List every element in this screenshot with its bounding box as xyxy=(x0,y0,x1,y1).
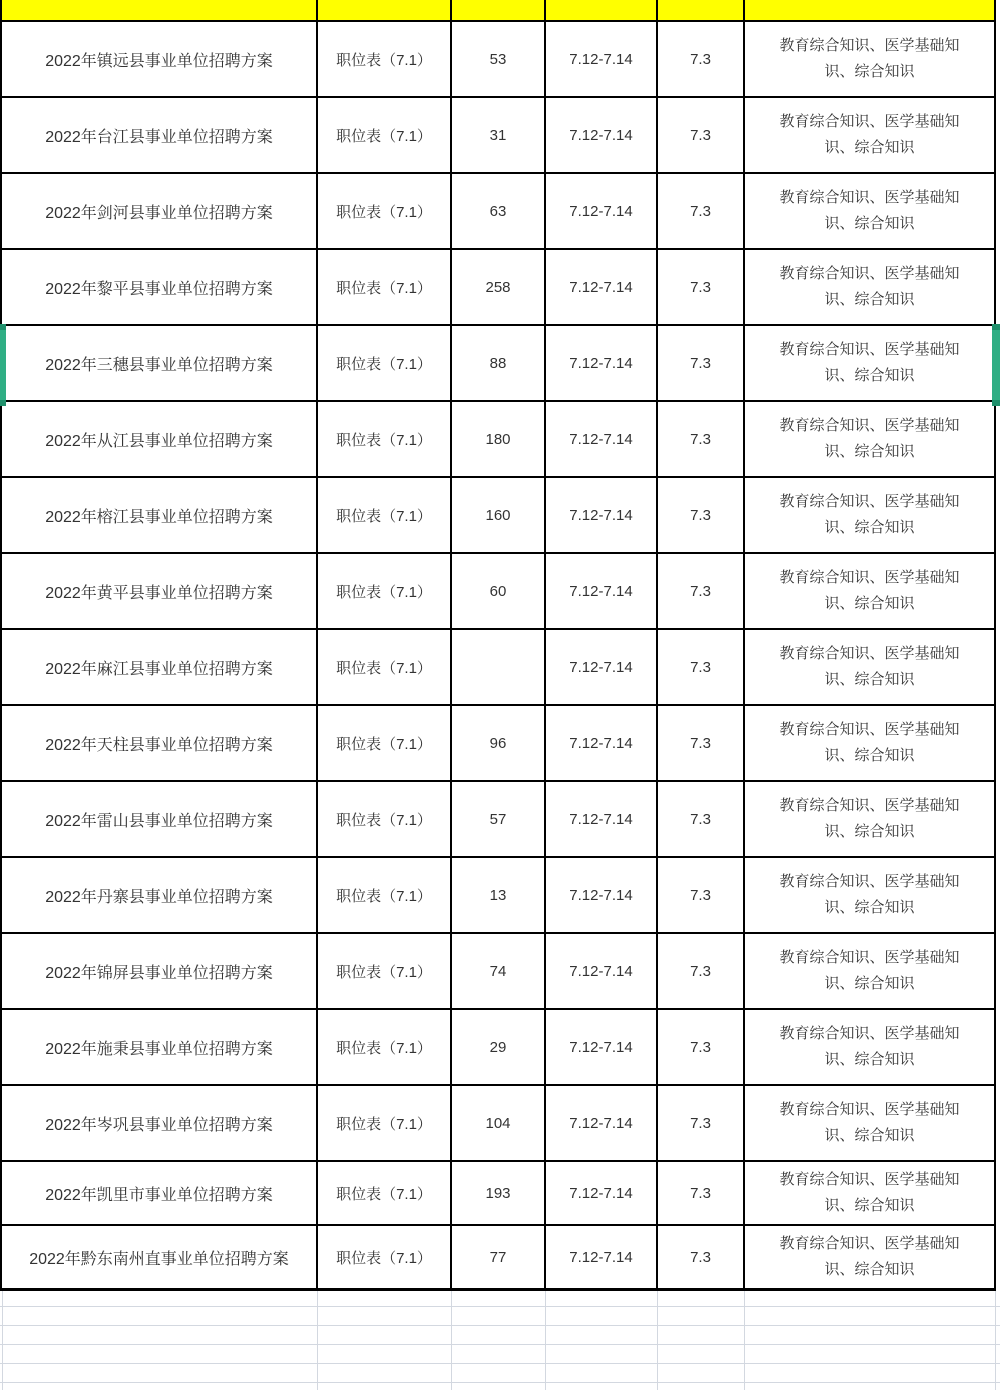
cell-position-table[interactable]: 职位表（7.1） xyxy=(318,402,452,476)
header-cell-date-range[interactable] xyxy=(546,0,658,20)
cell-date-range[interactable]: 7.12-7.14 xyxy=(546,174,658,248)
cell-date-range[interactable]: 7.12-7.14 xyxy=(546,478,658,552)
cell-date[interactable]: 7.3 xyxy=(658,1226,745,1288)
cell-count[interactable]: 29 xyxy=(452,1010,546,1084)
cell-subjects[interactable] xyxy=(745,858,996,932)
cell-position-table[interactable]: 职位表（7.1） xyxy=(318,1162,452,1224)
cell-plan-name[interactable]: 2022年榕江县事业单位招聘方案 xyxy=(2,478,318,552)
cell-count[interactable]: 77 xyxy=(452,1226,546,1288)
cell-subjects-text: 教育综合知识、医学基础知识、综合知识 xyxy=(779,873,960,916)
table-row xyxy=(2,1086,996,1162)
cell-position-table[interactable]: 职位表（7.1） xyxy=(318,1226,452,1288)
cell-plan-name[interactable]: 2022年岑巩县事业单位招聘方案 xyxy=(2,1086,318,1160)
cell-subjects-text: 教育综合知识、医学基础知识、综合知识 xyxy=(779,341,960,384)
cell-count[interactable]: 63 xyxy=(452,174,546,248)
table-row xyxy=(2,706,996,782)
cell-position-table[interactable]: 职位表（7.1） xyxy=(318,250,452,324)
table-row xyxy=(2,402,996,478)
cell-date-range[interactable]: 7.12-7.14 xyxy=(546,1010,658,1084)
cell-subjects[interactable] xyxy=(745,934,996,1008)
cell-date-range[interactable]: 7.12-7.14 xyxy=(546,402,658,476)
column-gridline xyxy=(657,1291,658,1390)
cell-position-table[interactable]: 职位表（7.1） xyxy=(318,782,452,856)
cell-date[interactable]: 7.3 xyxy=(658,1162,745,1224)
cell-date[interactable]: 7.3 xyxy=(658,22,745,96)
cell-subjects-text: 教育综合知识、医学基础知识、综合知识 xyxy=(779,1025,960,1068)
table-row xyxy=(2,326,996,402)
cell-date-range[interactable]: 7.12-7.14 xyxy=(546,706,658,780)
table-row xyxy=(2,478,996,554)
cell-subjects[interactable] xyxy=(745,1226,996,1288)
cell-plan-name[interactable]: 2022年三穗县事业单位招聘方案 xyxy=(2,326,318,400)
table-body xyxy=(2,22,996,1291)
cell-date[interactable]: 7.3 xyxy=(658,478,745,552)
cell-count[interactable]: 193 xyxy=(452,1162,546,1224)
cell-date-range[interactable]: 7.12-7.14 xyxy=(546,858,658,932)
cell-date[interactable]: 7.3 xyxy=(658,174,745,248)
cell-subjects-text: 教育综合知识、医学基础知识、综合知识 xyxy=(779,189,960,232)
table-row xyxy=(2,98,996,174)
cell-subjects[interactable] xyxy=(745,1086,996,1160)
cell-date-range[interactable]: 7.12-7.14 xyxy=(546,326,658,400)
cell-subjects-text: 教育综合知识、医学基础知识、综合知识 xyxy=(779,113,960,156)
cell-subjects-text: 教育综合知识、医学基础知识、综合知识 xyxy=(779,569,960,612)
column-gridline xyxy=(744,1291,745,1390)
cell-position-table[interactable]: 职位表（7.1） xyxy=(318,934,452,1008)
cell-count[interactable]: 74 xyxy=(452,934,546,1008)
column-gridline xyxy=(451,1291,452,1390)
cell-count[interactable]: 96 xyxy=(452,706,546,780)
cell-plan-name[interactable]: 2022年雷山县事业单位招聘方案 xyxy=(2,782,318,856)
cell-date-range[interactable]: 7.12-7.14 xyxy=(546,22,658,96)
selection-border-left xyxy=(0,324,6,406)
table-row xyxy=(2,782,996,858)
cell-count[interactable]: 180 xyxy=(452,402,546,476)
cell-subjects-text: 教育综合知识、医学基础知识、综合知识 xyxy=(779,949,960,992)
table-row xyxy=(2,630,996,706)
cell-date-range[interactable]: 7.12-7.14 xyxy=(546,1086,658,1160)
cell-plan-name[interactable]: 2022年台江县事业单位招聘方案 xyxy=(2,98,318,172)
cell-date-range[interactable]: 7.12-7.14 xyxy=(546,1162,658,1224)
table-row xyxy=(2,1226,996,1291)
cell-subjects-text: 教育综合知识、医学基础知识、综合知识 xyxy=(779,1235,960,1278)
cell-subjects[interactable] xyxy=(745,1010,996,1084)
cell-date-range[interactable]: 7.12-7.14 xyxy=(546,98,658,172)
cell-date[interactable]: 7.3 xyxy=(658,858,745,932)
selection-border-right xyxy=(992,324,1000,406)
table-row xyxy=(2,554,996,630)
cell-count[interactable]: 104 xyxy=(452,1086,546,1160)
table-row xyxy=(2,934,996,1010)
cell-count[interactable]: 88 xyxy=(452,326,546,400)
cell-count[interactable]: 57 xyxy=(452,782,546,856)
cell-date[interactable]: 7.3 xyxy=(658,706,745,780)
cell-date[interactable]: 7.3 xyxy=(658,554,745,628)
cell-position-table[interactable]: 职位表（7.1） xyxy=(318,98,452,172)
cell-count[interactable]: 13 xyxy=(452,858,546,932)
cell-date-range[interactable]: 7.12-7.14 xyxy=(546,554,658,628)
cell-subjects-text: 教育综合知识、医学基础知识、综合知识 xyxy=(779,37,960,80)
cell-plan-name[interactable]: 2022年麻江县事业单位招聘方案 xyxy=(2,630,318,704)
table-row xyxy=(2,1162,996,1226)
cell-subjects[interactable] xyxy=(745,1162,996,1224)
cell-position-table[interactable]: 职位表（7.1） xyxy=(318,706,452,780)
cell-plan-name[interactable]: 2022年剑河县事业单位招聘方案 xyxy=(2,174,318,248)
cell-subjects[interactable] xyxy=(745,22,996,96)
cell-subjects[interactable] xyxy=(745,402,996,476)
cell-plan-name[interactable]: 2022年凯里市事业单位招聘方案 xyxy=(2,1162,318,1224)
column-gridline xyxy=(2,1291,3,1390)
cell-subjects-text: 教育综合知识、医学基础知识、综合知识 xyxy=(779,721,960,764)
column-gridline xyxy=(545,1291,546,1390)
cell-plan-name[interactable]: 2022年黔东南州直事业单位招聘方案 xyxy=(2,1226,318,1288)
cell-subjects-text: 教育综合知识、医学基础知识、综合知识 xyxy=(779,1171,960,1214)
column-gridline xyxy=(995,1291,996,1390)
cell-subjects[interactable] xyxy=(745,478,996,552)
cell-position-table[interactable]: 职位表（7.1） xyxy=(318,478,452,552)
cell-position-table[interactable]: 职位表（7.1） xyxy=(318,858,452,932)
cell-date[interactable]: 7.3 xyxy=(658,402,745,476)
cell-plan-name[interactable]: 2022年天柱县事业单位招聘方案 xyxy=(2,706,318,780)
table-row xyxy=(2,174,996,250)
cell-count[interactable]: 258 xyxy=(452,250,546,324)
cell-count[interactable]: 53 xyxy=(452,22,546,96)
cell-date[interactable]: 7.3 xyxy=(658,630,745,704)
cell-date-range[interactable]: 7.12-7.14 xyxy=(546,934,658,1008)
table-header-row xyxy=(2,0,996,22)
cell-subjects[interactable] xyxy=(745,326,996,400)
cell-subjects[interactable] xyxy=(745,706,996,780)
cell-date[interactable]: 7.3 xyxy=(658,98,745,172)
cell-subjects-text: 教育综合知识、医学基础知识、综合知识 xyxy=(779,1101,960,1144)
cell-count[interactable]: 31 xyxy=(452,98,546,172)
header-cell-position-table[interactable] xyxy=(318,0,452,20)
cell-subjects[interactable] xyxy=(745,98,996,172)
cell-date[interactable]: 7.3 xyxy=(658,326,745,400)
cell-subjects-text: 教育综合知识、医学基础知识、综合知识 xyxy=(779,797,960,840)
cell-subjects[interactable] xyxy=(745,174,996,248)
cell-position-table[interactable]: 职位表（7.1） xyxy=(318,1086,452,1160)
cell-subjects-text: 教育综合知识、医学基础知识、综合知识 xyxy=(779,417,960,460)
cell-subjects-text: 教育综合知识、医学基础知识、综合知识 xyxy=(779,645,960,688)
cell-count[interactable]: 60 xyxy=(452,554,546,628)
cell-count[interactable] xyxy=(452,630,546,704)
cell-plan-name[interactable]: 2022年锦屏县事业单位招聘方案 xyxy=(2,934,318,1008)
cell-subjects-text: 教育综合知识、医学基础知识、综合知识 xyxy=(779,493,960,536)
header-cell-date[interactable] xyxy=(658,0,745,20)
cell-plan-name[interactable]: 2022年黎平县事业单位招聘方案 xyxy=(2,250,318,324)
cell-date-range[interactable]: 7.12-7.14 xyxy=(546,1226,658,1288)
cell-date[interactable]: 7.3 xyxy=(658,1010,745,1084)
cell-count[interactable]: 160 xyxy=(452,478,546,552)
table-row xyxy=(2,858,996,934)
cell-subjects[interactable] xyxy=(745,554,996,628)
empty-sheet-area[interactable] xyxy=(0,1291,1000,1390)
cell-position-table[interactable]: 职位表（7.1） xyxy=(318,326,452,400)
column-gridline xyxy=(317,1291,318,1390)
header-cell-count[interactable] xyxy=(452,0,546,20)
cell-position-table[interactable]: 职位表（7.1） xyxy=(318,1010,452,1084)
cell-subjects[interactable] xyxy=(745,782,996,856)
cell-position-table[interactable]: 职位表（7.1） xyxy=(318,554,452,628)
cell-subjects-text: 教育综合知识、医学基础知识、综合知识 xyxy=(779,265,960,308)
cell-subjects[interactable] xyxy=(745,250,996,324)
cell-plan-name[interactable]: 2022年黄平县事业单位招聘方案 xyxy=(2,554,318,628)
cell-date-range[interactable]: 7.12-7.14 xyxy=(546,250,658,324)
cell-date-range[interactable]: 7.12-7.14 xyxy=(546,782,658,856)
cell-subjects[interactable] xyxy=(745,630,996,704)
cell-date[interactable]: 7.3 xyxy=(658,1086,745,1160)
cell-position-table[interactable]: 职位表（7.1） xyxy=(318,630,452,704)
cell-plan-name[interactable]: 2022年从江县事业单位招聘方案 xyxy=(2,402,318,476)
header-cell-subjects[interactable] xyxy=(745,0,996,20)
table-row xyxy=(2,22,996,98)
cell-plan-name[interactable]: 2022年镇远县事业单位招聘方案 xyxy=(2,22,318,96)
cell-date[interactable]: 7.3 xyxy=(658,250,745,324)
cell-plan-name[interactable]: 2022年丹寨县事业单位招聘方案 xyxy=(2,858,318,932)
table-row xyxy=(2,1010,996,1086)
cell-date-range[interactable]: 7.12-7.14 xyxy=(546,630,658,704)
header-cell-plan[interactable] xyxy=(2,0,318,20)
cell-plan-name[interactable]: 2022年施秉县事业单位招聘方案 xyxy=(2,1010,318,1084)
cell-date[interactable]: 7.3 xyxy=(658,934,745,1008)
cell-position-table[interactable]: 职位表（7.1） xyxy=(318,22,452,96)
table-row xyxy=(2,250,996,326)
cell-position-table[interactable]: 职位表（7.1） xyxy=(318,174,452,248)
cell-date[interactable]: 7.3 xyxy=(658,782,745,856)
